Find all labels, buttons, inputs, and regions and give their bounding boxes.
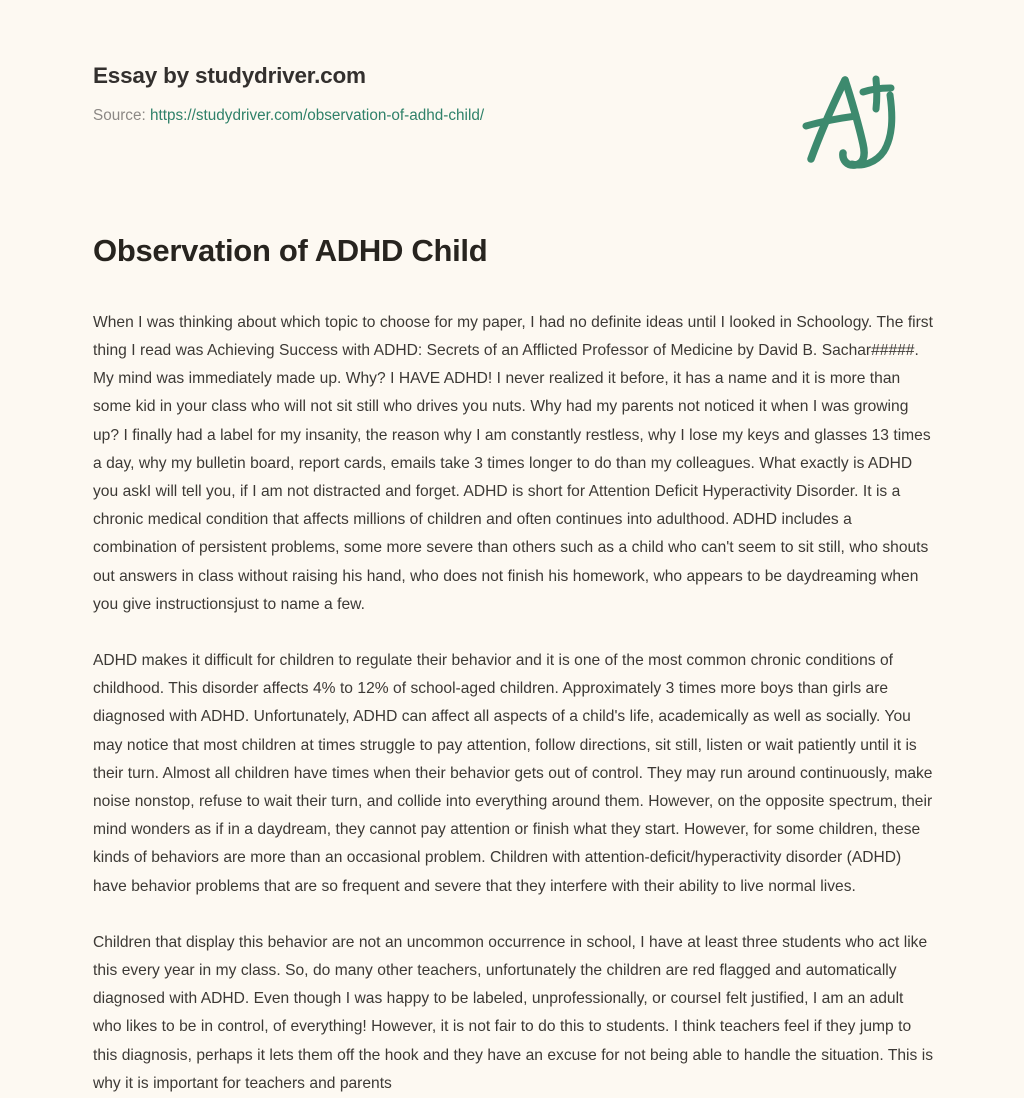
essay-body [93,232,935,1098]
essay-paragraph: ADHD makes it difficult for children to regulate their behavior and it is one of the most common chronic conditions of childhood. This disorder affects 4% to 12% of school-aged children. Approximately 3 times more boys than girls are diagnosed with ADHD. Unfortunately, ADHD can affect all aspects of a child's life, academically as well as socially. You may notice that most children at times struggle to pay attention, follow directions, sit still, listen or wait patiently until it is their turn. Almost all children have times when their behavior gets out of control. They may run around continuously, make noise nonstop, refuse to wait their turn, and collide into everything around them. However, on the opposite spectrum, their mind wonders as if in a daydream, they cannot pay attention or finish what they start. However, for some children, these kinds of behaviors are more than an occasional problem. Children with attention-deficit/hyperactivity disorder (ADHD) have behavior problems that are so frequent and severe that they interfere with their ability to live normal lives. [93,651,933,895]
source-url-link[interactable]: https://studydriver.com/observation-of-adhd-child/ [149,107,485,124]
a-plus-logo [790,64,910,174]
a-plus-logo-icon [790,64,910,174]
essay-paragraph: Children that display this behavior are not an uncommon occurrence in school, I have at least three students who act like this every year in my class. So, do many other teachers, unfortunately the children are red flagged and automatically diagnosed with ADHD. Even though I was happy to be labeled, unprofessionally, or courseI felt justified, I am an adult who likes to be in control, of everything! However, it is not fair to do this to students. I think teachers feel if they jump to this diagnosis, perhaps it lets them off the hook and they have an excuse for not being able to handle the situation. This is why it is important for teachers and parents [93,933,933,1092]
source-label: Source: [93,107,146,124]
essay-paragraph: When I was thinking about which topic to choose for my paper, I had no definite ideas until I looked in Schoology. The first thing I read was Achieving Success with ADHD: Secrets of an Afflicted Professor of Medicine by David B. Sachar#####. My mind was immediately made up. Why? I HAVE ADHD! I never realized it before, it has a name and it is more than some kid in your class who will not sit still who drives you nuts. Why had my parents not noticed it when I was growing up? I finally had a label for my insanity, the reason why I am constantly restless, why I lose my keys and glasses 13 times a day, why my bulletin board, report cards, emails take 3 times longer to do than my colleagues. What exactly is ADHD you askI will tell you, if I am not distracted and forget. ADHD is short for Attention Deficit Hyperactivity Disorder. It is a chronic medical condition that affects millions of children and often continues into adulthood. ADHD includes a combination of persistent problems, some more severe than others such as a child who can't seem to sit still, who shouts out answers in class without raising his hand, who does not finish his homework, who appears to be daydreaming when you give instructionsjust to name a few. [93,313,933,613]
source-line [93,106,484,126]
page-header [93,62,949,172]
brand-title: Essay by studydriver.com [93,63,366,88]
brand-block [93,62,484,126]
page-title: Observation of ADHD Child [93,233,488,268]
